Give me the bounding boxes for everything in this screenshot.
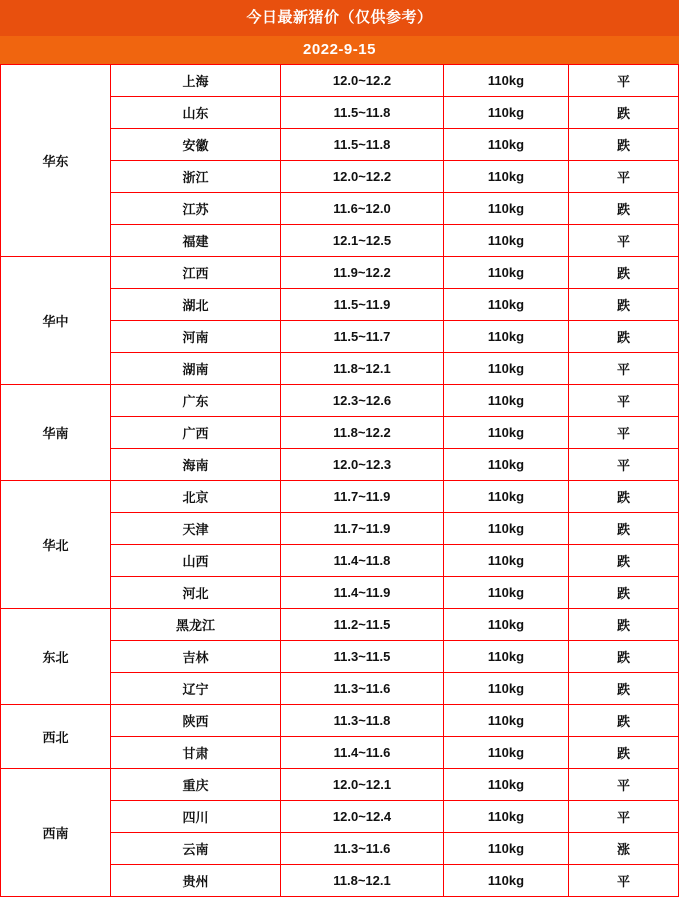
price-table bbox=[0, 64, 679, 897]
weight-cell: 110kg bbox=[444, 65, 569, 97]
trend-cell: 跌 bbox=[569, 641, 679, 673]
table-row bbox=[1, 481, 679, 513]
trend-cell: 跌 bbox=[569, 321, 679, 353]
trend-cell: 跌 bbox=[569, 513, 679, 545]
region-cell: 西北 bbox=[1, 705, 111, 769]
price-cell: 11.5~11.8 bbox=[281, 97, 444, 129]
weight-cell: 110kg bbox=[444, 833, 569, 865]
trend-cell: 跌 bbox=[569, 97, 679, 129]
price-cell: 11.4~11.9 bbox=[281, 577, 444, 609]
province-cell: 福建 bbox=[111, 225, 281, 257]
price-cell: 11.3~11.6 bbox=[281, 833, 444, 865]
table-row bbox=[1, 257, 679, 289]
weight-cell: 110kg bbox=[444, 449, 569, 481]
price-table-body bbox=[1, 65, 679, 897]
region-cell: 华南 bbox=[1, 385, 111, 481]
weight-cell: 110kg bbox=[444, 321, 569, 353]
page-title: 今日最新猪价（仅供参考） bbox=[0, 0, 679, 36]
price-cell: 11.3~11.8 bbox=[281, 705, 444, 737]
weight-cell: 110kg bbox=[444, 545, 569, 577]
trend-cell: 平 bbox=[569, 385, 679, 417]
trend-cell: 平 bbox=[569, 417, 679, 449]
date-bar: 2022-9-15 bbox=[0, 36, 679, 64]
weight-cell: 110kg bbox=[444, 641, 569, 673]
province-cell: 江苏 bbox=[111, 193, 281, 225]
weight-cell: 110kg bbox=[444, 385, 569, 417]
province-cell: 河北 bbox=[111, 577, 281, 609]
province-cell: 云南 bbox=[111, 833, 281, 865]
trend-cell: 平 bbox=[569, 353, 679, 385]
weight-cell: 110kg bbox=[444, 769, 569, 801]
province-cell: 四川 bbox=[111, 801, 281, 833]
price-cell: 11.5~11.8 bbox=[281, 129, 444, 161]
weight-cell: 110kg bbox=[444, 417, 569, 449]
trend-cell: 跌 bbox=[569, 609, 679, 641]
trend-cell: 跌 bbox=[569, 193, 679, 225]
table-row bbox=[1, 769, 679, 801]
province-cell: 广东 bbox=[111, 385, 281, 417]
province-cell: 陕西 bbox=[111, 705, 281, 737]
province-cell: 安徽 bbox=[111, 129, 281, 161]
province-cell: 广西 bbox=[111, 417, 281, 449]
province-cell: 北京 bbox=[111, 481, 281, 513]
province-cell: 天津 bbox=[111, 513, 281, 545]
weight-cell: 110kg bbox=[444, 737, 569, 769]
trend-cell: 平 bbox=[569, 865, 679, 897]
province-cell: 湖北 bbox=[111, 289, 281, 321]
table-row bbox=[1, 65, 679, 97]
trend-cell: 跌 bbox=[569, 257, 679, 289]
weight-cell: 110kg bbox=[444, 129, 569, 161]
price-cell: 12.0~12.3 bbox=[281, 449, 444, 481]
weight-cell: 110kg bbox=[444, 161, 569, 193]
trend-cell: 跌 bbox=[569, 673, 679, 705]
table-row bbox=[1, 609, 679, 641]
price-cell: 11.7~11.9 bbox=[281, 481, 444, 513]
weight-cell: 110kg bbox=[444, 513, 569, 545]
region-cell: 华北 bbox=[1, 481, 111, 609]
weight-cell: 110kg bbox=[444, 481, 569, 513]
price-cell: 11.8~12.1 bbox=[281, 865, 444, 897]
price-cell: 12.0~12.1 bbox=[281, 769, 444, 801]
province-cell: 甘肃 bbox=[111, 737, 281, 769]
price-cell: 11.2~11.5 bbox=[281, 609, 444, 641]
weight-cell: 110kg bbox=[444, 577, 569, 609]
province-cell: 贵州 bbox=[111, 865, 281, 897]
price-cell: 12.0~12.2 bbox=[281, 161, 444, 193]
weight-cell: 110kg bbox=[444, 97, 569, 129]
trend-cell: 跌 bbox=[569, 129, 679, 161]
weight-cell: 110kg bbox=[444, 193, 569, 225]
province-cell: 山东 bbox=[111, 97, 281, 129]
weight-cell: 110kg bbox=[444, 673, 569, 705]
trend-cell: 平 bbox=[569, 225, 679, 257]
trend-cell: 跌 bbox=[569, 289, 679, 321]
trend-cell: 平 bbox=[569, 769, 679, 801]
weight-cell: 110kg bbox=[444, 609, 569, 641]
price-cell: 11.4~11.8 bbox=[281, 545, 444, 577]
province-cell: 河南 bbox=[111, 321, 281, 353]
region-cell: 东北 bbox=[1, 609, 111, 705]
weight-cell: 110kg bbox=[444, 865, 569, 897]
price-cell: 11.7~11.9 bbox=[281, 513, 444, 545]
province-cell: 浙江 bbox=[111, 161, 281, 193]
price-cell: 11.4~11.6 bbox=[281, 737, 444, 769]
weight-cell: 110kg bbox=[444, 289, 569, 321]
province-cell: 湖南 bbox=[111, 353, 281, 385]
province-cell: 海南 bbox=[111, 449, 281, 481]
trend-cell: 平 bbox=[569, 161, 679, 193]
trend-cell: 平 bbox=[569, 801, 679, 833]
price-cell: 12.0~12.4 bbox=[281, 801, 444, 833]
price-cell: 11.6~12.0 bbox=[281, 193, 444, 225]
province-cell: 吉林 bbox=[111, 641, 281, 673]
trend-cell: 平 bbox=[569, 449, 679, 481]
price-cell: 12.1~12.5 bbox=[281, 225, 444, 257]
price-cell: 11.3~11.6 bbox=[281, 673, 444, 705]
table-row bbox=[1, 705, 679, 737]
price-cell: 12.3~12.6 bbox=[281, 385, 444, 417]
province-cell: 上海 bbox=[111, 65, 281, 97]
price-cell: 11.8~12.2 bbox=[281, 417, 444, 449]
trend-cell: 跌 bbox=[569, 545, 679, 577]
province-cell: 山西 bbox=[111, 545, 281, 577]
province-cell: 辽宁 bbox=[111, 673, 281, 705]
trend-cell: 跌 bbox=[569, 481, 679, 513]
price-cell: 11.3~11.5 bbox=[281, 641, 444, 673]
price-cell: 11.9~12.2 bbox=[281, 257, 444, 289]
weight-cell: 110kg bbox=[444, 801, 569, 833]
price-cell: 11.8~12.1 bbox=[281, 353, 444, 385]
trend-cell: 涨 bbox=[569, 833, 679, 865]
weight-cell: 110kg bbox=[444, 257, 569, 289]
region-cell: 西南 bbox=[1, 769, 111, 897]
price-cell: 11.5~11.7 bbox=[281, 321, 444, 353]
weight-cell: 110kg bbox=[444, 353, 569, 385]
region-cell: 华东 bbox=[1, 65, 111, 257]
trend-cell: 跌 bbox=[569, 705, 679, 737]
weight-cell: 110kg bbox=[444, 225, 569, 257]
price-cell: 12.0~12.2 bbox=[281, 65, 444, 97]
region-cell: 华中 bbox=[1, 257, 111, 385]
province-cell: 重庆 bbox=[111, 769, 281, 801]
table-row bbox=[1, 385, 679, 417]
province-cell: 黑龙江 bbox=[111, 609, 281, 641]
trend-cell: 跌 bbox=[569, 577, 679, 609]
price-cell: 11.5~11.9 bbox=[281, 289, 444, 321]
trend-cell: 平 bbox=[569, 65, 679, 97]
weight-cell: 110kg bbox=[444, 705, 569, 737]
trend-cell: 跌 bbox=[569, 737, 679, 769]
province-cell: 江西 bbox=[111, 257, 281, 289]
